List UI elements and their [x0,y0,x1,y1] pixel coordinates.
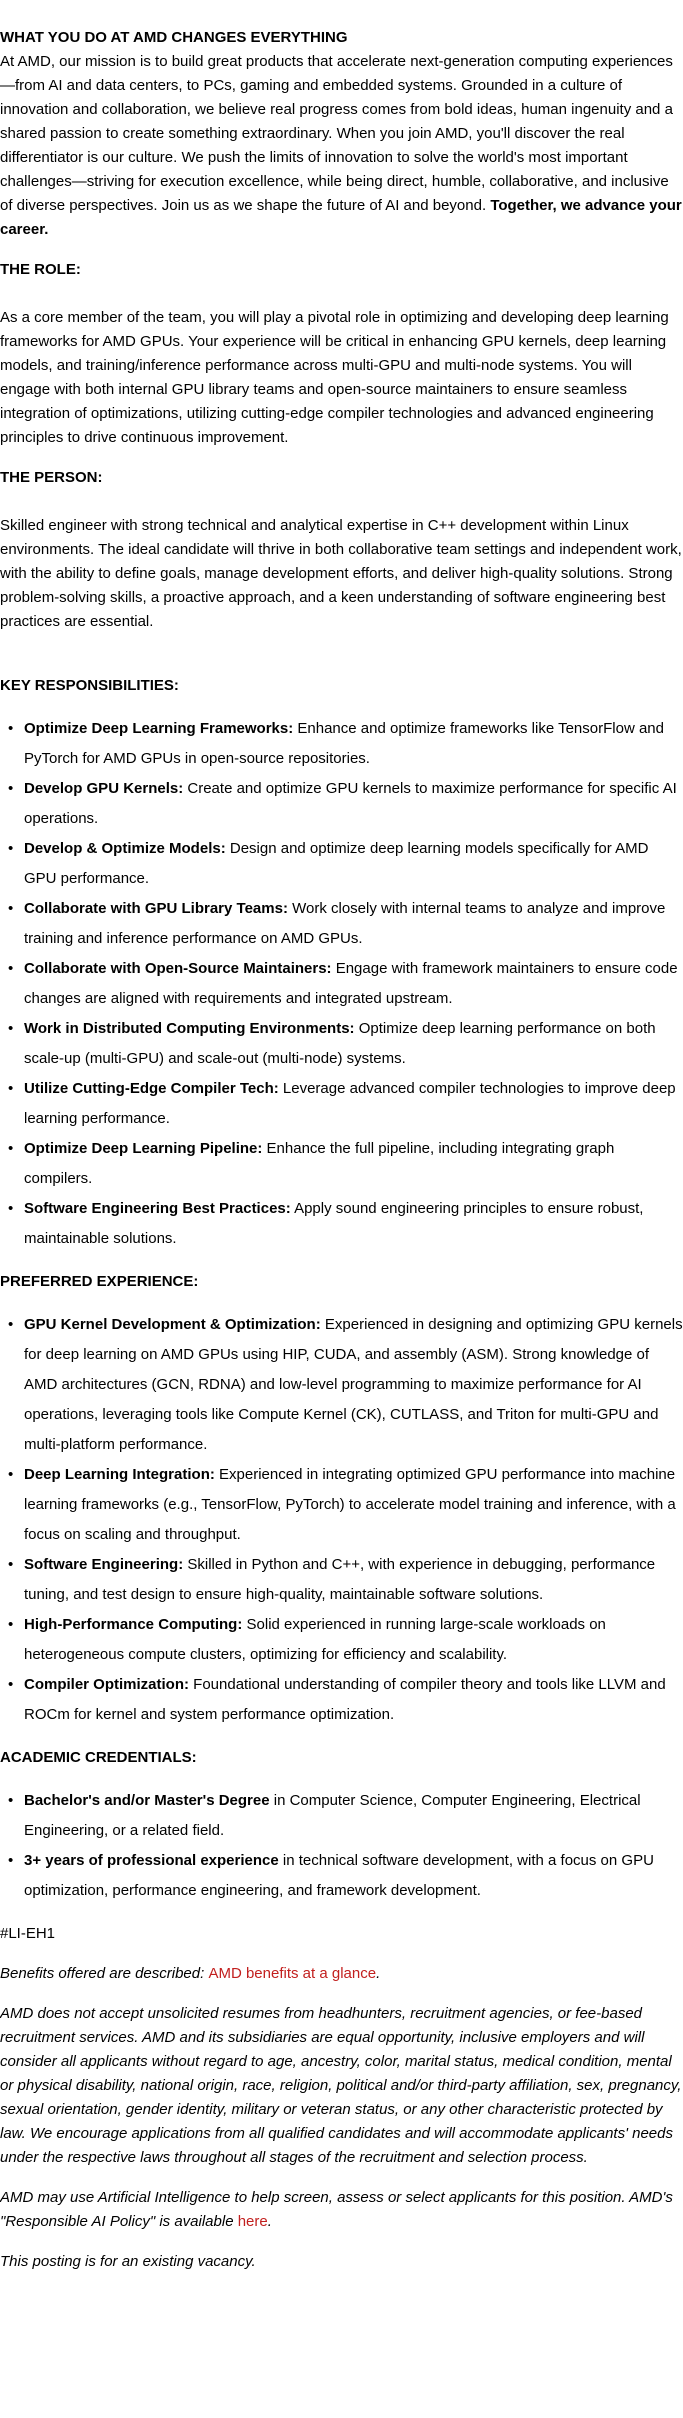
item-title: Compiler Optimization: [24,1676,189,1693]
ai-policy-suffix: . [267,2213,272,2230]
item-text: in technical software development, with a focus on GPU optimization, performance engineering, and framework development. [24,1852,654,1899]
list-item [24,1460,683,1550]
list-item [24,1846,683,1906]
list-item [24,1134,683,1194]
ai-policy-link[interactable]: here [237,2213,268,2230]
benefits-prefix: Benefits offered are described: [0,1965,209,1982]
credentials-list [0,1786,683,1906]
role-heading: THE ROLE: [0,261,81,278]
item-title: 3+ years of professional experience [24,1852,279,1869]
responsibilities-heading: KEY RESPONSIBILITIES: [0,677,179,694]
item-title: Bachelor's and/or Master's Degree [24,1792,270,1809]
item-title: Optimize Deep Learning Frameworks: [24,720,294,737]
item-title: Optimize Deep Learning Pipeline: [24,1140,263,1157]
item-title: Collaborate with Open-Source Maintainers: [24,960,332,977]
list-item [24,1550,683,1610]
benefits-line [0,1962,683,1986]
item-text: Enhance and optimize frameworks like TensorFlow and PyTorch for AMD GPUs in open-source repositories. [24,720,664,767]
ai-policy-line [0,2186,683,2234]
person-section [0,466,683,634]
item-title: Collaborate with GPU Library Teams: [24,900,288,917]
benefits-suffix: . [376,1965,381,1982]
item-title: Utilize Cutting-Edge Compiler Tech: [24,1080,279,1097]
item-text: Experienced in integrating optimized GPU performance into machine learning frameworks (e.g., TensorFlow, PyTorch) to accelerate model training and inference, with a focus on scaling and throughput. [24,1466,676,1543]
experience-list [0,1310,683,1730]
vacancy-note: This posting is for an existing vacancy. [0,2253,256,2270]
list-item [24,1074,683,1134]
benefits-link[interactable]: AMD benefits at a glance [208,1965,377,1982]
item-text: in Computer Science, Computer Engineering, Electrical Engineering, or a related field. [24,1792,641,1839]
item-text: Leverage advanced compiler technologies to improve deep learning performance. [24,1080,676,1127]
intro-section [0,26,683,242]
item-text: Optimize deep learning performance on both scale-up (multi-GPU) and scale-out (multi-node) systems. [24,1020,656,1067]
item-title: Develop & Optimize Models: [24,840,226,857]
list-item [24,1194,683,1254]
experience-heading: PREFERRED EXPERIENCE: [0,1273,199,1290]
person-heading: THE PERSON: [0,469,103,486]
list-item [24,1610,683,1670]
item-text: Skilled in Python and C++, with experience in debugging, performance tuning, and test design to ensure high-quality, maintainable software solutions. [24,1556,656,1603]
list-item [24,1014,683,1074]
item-text: Apply sound engineering principles to ensure robust, maintainable solutions. [24,1200,644,1247]
ai-policy-text: AMD may use Artificial Intelligence to help screen, assess or select applicants for this position. AMD's "Responsible AI Policy" is available [0,2189,673,2230]
person-body: Skilled engineer with strong technical and analytical expertise in C++ development within Linux environments. The ideal candidate will thrive in both collaborative team settings and independent work, with the ability to define goals, manage development efforts, and deliver high-quality solutions. Strong problem-solving skills, a proactive approach, and a keen understanding of software engineering best practices are essential. [0,517,682,630]
intro-tagline: Together, we advance your career. [0,197,682,238]
item-title: GPU Kernel Development & Optimization: [24,1316,321,1333]
item-text: Work closely with internal teams to analyze and improve training and inference performance on AMD GPUs. [24,900,666,947]
list-item [24,894,683,954]
list-item [24,834,683,894]
item-text: Experienced in designing and optimizing GPU kernels for deep learning on AMD GPUs using HIP, CUDA, and assembly (ASM). Strong knowledge of AMD architectures (GCN, RDNA) and low-level programming to maximize performance for AI operations, leveraging tools like Compute Kernel (CK), CUTLASS, and Triton for multi-GPU and multi-platform performance. [24,1316,683,1453]
credentials-heading: ACADEMIC CREDENTIALS: [0,1749,197,1766]
item-text: Solid experienced in running large-scale workloads on heterogeneous compute clusters, optimizing for efficiency and scalability. [24,1616,606,1663]
list-item [24,1670,683,1730]
item-title: High-Performance Computing: [24,1616,243,1633]
role-section [0,258,683,450]
eeo-statement: AMD does not accept unsolicited resumes from headhunters, recruitment agencies, or fee-based recruitment services. AMD and its subsidiaries are equal opportunity, inclusive employers and will consider all applicants without regard to age, ancestry, color, marital status, medical condition, mental or physical disability, national origin, race, religion, political and/or third-party affiliation, sex, pregnancy, sexual orientation, gender identity, military or veteran status, or any other characteristic protected by law. We encourage applications from all qualified candidates and will accommodate applicants' needs under the respective laws throughout all stages of the recruitment and selection process. [0,2005,682,2166]
item-title: Software Engineering: [24,1556,184,1573]
item-text: Enhance the full pipeline, including integrating graph compilers. [24,1140,615,1187]
item-text: Design and optimize deep learning models specifically for AMD GPU performance. [24,840,649,887]
credentials-section [0,1746,683,1906]
intro-text: At AMD, our mission is to build great products that accelerate next-generation computing experiences—from AI and data centers, to PCs, gaming and embedded systems. Grounded in a culture of innovation and collaboration, we believe real progress comes from bold ideas, human ingenuity and a shared passion to create something extraordinary. When you join AMD, you'll discover the real differentiator is our culture. We push the limits of innovation to solve the world's most important challenges—striving for execution excellence, while being direct, humble, collaborative, and inclusive of diverse perspectives. Join us as we shape the future of AI and beyond. [0,53,673,214]
item-title: Software Engineering Best Practices: [24,1200,291,1217]
intro-heading: WHAT YOU DO AT AMD CHANGES EVERYTHING [0,29,348,46]
role-body: As a core member of the team, you will play a pivotal role in optimizing and developing deep learning frameworks for AMD GPUs. Your experience will be critical in enhancing GPU kernels, deep learning models, and training/inference performance across multi-GPU and multi-node systems. You will engage with both internal GPU library teams and open-source maintainers to ensure seamless integration of optimizations, utilizing cutting-edge compiler technologies and advanced engineering principles to drive continuous improvement. [0,309,669,446]
item-title: Work in Distributed Computing Environments: [24,1020,355,1037]
list-item [24,774,683,834]
item-title: Deep Learning Integration: [24,1466,215,1483]
responsibilities-section [0,674,683,1254]
list-item [24,1310,683,1460]
item-text: Create and optimize GPU kernels to maximize performance for specific AI operations. [24,780,677,827]
responsibilities-list [0,714,683,1254]
item-title: Develop GPU Kernels: [24,780,184,797]
item-text: Engage with framework maintainers to ensure code changes are aligned with requirements and integrated upstream. [24,960,678,1007]
list-item [24,714,683,774]
list-item [24,954,683,1014]
job-tag: #LI-EH1 [0,1925,56,1942]
experience-section [0,1270,683,1730]
item-text: Foundational understanding of compiler theory and tools like LLVM and ROCm for kernel and system performance optimization. [24,1676,666,1723]
intro-body [0,50,683,242]
list-item [24,1786,683,1846]
